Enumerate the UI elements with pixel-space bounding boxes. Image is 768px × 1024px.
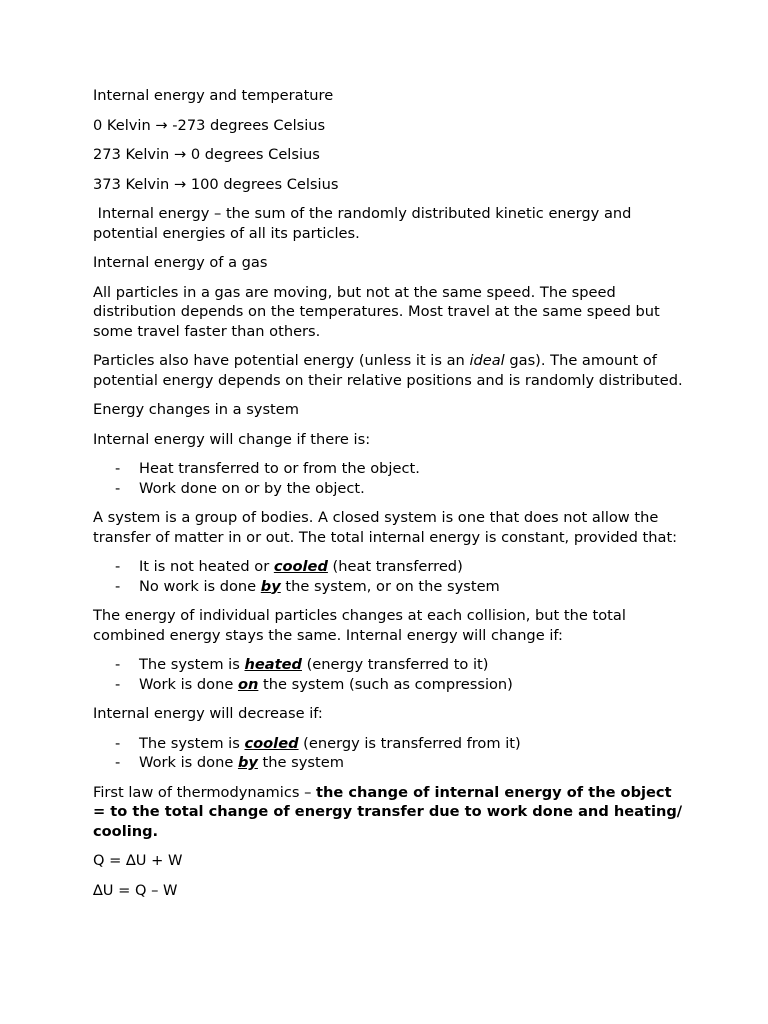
arrow-right-icon: → xyxy=(173,175,187,193)
gas-heading: Internal energy of a gas xyxy=(93,254,268,271)
emphasis-word: by xyxy=(237,754,258,771)
list-item xyxy=(93,675,683,695)
emphasis-word: on xyxy=(237,675,259,693)
emphasis-word: cooled xyxy=(244,734,299,752)
closed-system-paragraph: A system is a group of bodies. A closed system is one that does not allow the transfer of matter in or out. The total internal energy is constant, provided that: xyxy=(93,509,678,546)
equation-rearranged: ∆U = Q – W xyxy=(93,881,178,899)
doc-title: Internal energy and temperature xyxy=(93,87,334,104)
first-law-statement: the change of internal energy of the object = to the total change of energy transfer due to work done and heating/ cooling. xyxy=(93,783,683,840)
potential-energy-paragraph xyxy=(93,351,683,390)
conversion-kelvin: 0 Kelvin xyxy=(93,116,151,134)
emphasis-word: heated xyxy=(244,656,302,673)
list-text-before: The system is xyxy=(139,656,245,673)
change-list xyxy=(93,459,683,498)
conversion-line-273k xyxy=(93,145,683,165)
conversion-celsius: -273 degrees Celsius xyxy=(172,116,326,134)
list-text-before: Work is done xyxy=(139,675,238,693)
list-text-after: (heat transferred) xyxy=(327,558,463,575)
list-item xyxy=(93,753,683,773)
list-text-after: the system, or on the system xyxy=(280,577,500,595)
internal-energy-definition: Internal energy – the sum of the randomly distributed kinetic energy and potential energies of all its particles. xyxy=(93,205,637,242)
list-text-after: (energy is transferred from it) xyxy=(298,734,521,752)
emphasis-word: by xyxy=(260,577,281,595)
changes-heading: Energy changes in a system xyxy=(93,401,299,418)
list-item xyxy=(93,655,683,675)
gas-paragraph: All particles in a gas are moving, but not at the same speed. The speed distribution depends on the temperatures. Most travel at the same speed but some travel faster than others. xyxy=(93,283,660,340)
dash-marker: - xyxy=(115,460,121,477)
constant-conditions-list xyxy=(93,557,683,596)
list-item-text: Work done on or by the object. xyxy=(139,479,365,497)
list-text-after: the system (such as compression) xyxy=(258,675,513,693)
first-law-label: First law of thermodynamics – xyxy=(93,783,317,801)
dash-marker: - xyxy=(115,734,121,752)
dash-marker: - xyxy=(115,558,121,575)
conversion-celsius: 100 degrees Celsius xyxy=(190,175,339,193)
conversion-celsius: 0 degrees Celsius xyxy=(190,146,320,163)
list-item-text: Heat transferred to or from the object. xyxy=(139,460,420,477)
list-text-before: It is not heated or xyxy=(139,558,274,575)
list-text-before: No work is done xyxy=(139,577,261,595)
dash-marker: - xyxy=(115,479,121,497)
pe-text-italic: ideal xyxy=(469,352,505,369)
conversion-kelvin: 273 Kelvin xyxy=(93,146,170,163)
list-item xyxy=(93,734,683,754)
list-item xyxy=(93,479,683,499)
pe-text-before: Particles also have potential energy (unless it is an xyxy=(93,352,470,369)
dash-marker: - xyxy=(115,754,121,771)
list-item xyxy=(93,557,683,577)
list-text-before: The system is xyxy=(139,734,245,752)
conversion-line-373k xyxy=(93,175,683,195)
arrow-right-icon: → xyxy=(155,116,168,134)
emphasis-word: cooled xyxy=(273,558,328,575)
dash-marker: - xyxy=(115,577,121,595)
pe-text-after: gas). The amount of potential energy depends on their relative positions and is randomly distributed. xyxy=(93,352,683,389)
document-body xyxy=(93,86,683,910)
decrease-heading: Internal energy will decrease if: xyxy=(93,705,323,722)
list-text-after: (energy transferred to it) xyxy=(301,656,489,673)
equation-first-law: Q = ∆U + W xyxy=(93,852,183,869)
change-if-line: Internal energy will change if there is: xyxy=(93,430,371,448)
list-item xyxy=(93,577,683,597)
arrow-right-icon: → xyxy=(173,146,187,163)
collision-paragraph: The energy of individual particles changes at each collision, but the total combined energy stays the same. Internal energy will change if: xyxy=(93,607,626,644)
change-conditions-list xyxy=(93,655,683,694)
list-text-before: Work is done xyxy=(139,754,238,771)
decrease-conditions-list xyxy=(93,734,683,773)
first-law-paragraph xyxy=(93,783,683,842)
dash-marker: - xyxy=(115,656,121,673)
list-item xyxy=(93,459,683,479)
conversion-kelvin: 373 Kelvin xyxy=(93,175,170,193)
list-text-after: the system xyxy=(257,754,344,771)
conversion-line-0k xyxy=(93,116,683,136)
dash-marker: - xyxy=(115,675,121,693)
